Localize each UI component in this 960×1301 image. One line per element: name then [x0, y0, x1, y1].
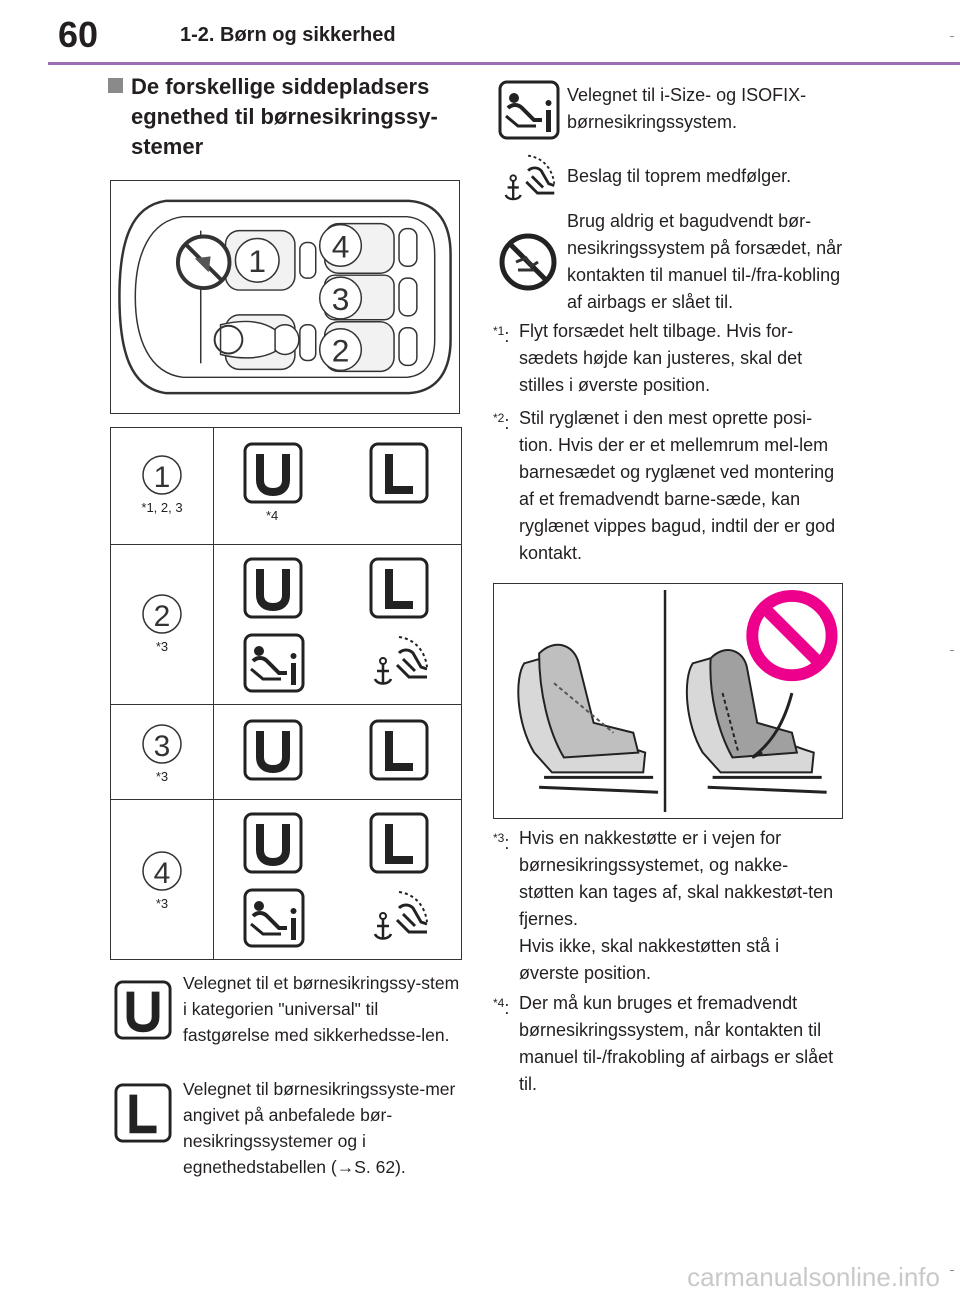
seat-1-label: 1: [248, 243, 267, 280]
car-outline-icon: [111, 181, 459, 413]
seat-number-cell: [111, 452, 213, 515]
suitability-table: [110, 427, 462, 960]
seat-number-badge: [142, 591, 182, 637]
seat-number-cell: [111, 721, 213, 784]
universal-category-icon: [243, 812, 303, 879]
edge-tick: [950, 1270, 954, 1271]
prohibition-icon: [752, 596, 831, 675]
correct-seat-icon: [518, 645, 658, 792]
seat-note: *3: [155, 896, 169, 911]
seat-4-label: 4: [331, 228, 350, 265]
specific-vehicle-category-icon: [369, 812, 429, 879]
universal-category-icon: [243, 557, 303, 624]
svg-text:3: 3: [153, 730, 171, 763]
u-note: *4: [266, 508, 279, 523]
footnote-1: $^{*1}$: Flyt forsædet helt tilbage. Hvis for-sædets højde kan justeres, skal det stilles i øverste position.: [493, 321, 803, 395]
footnote-4: $^{*4}$: Der må kun bruges et fremadvendt børnesikringssystem, når kontakten til manuel til-/frakobling af airbags er slået til.: [493, 993, 834, 1094]
universal-category-icon: [243, 719, 303, 786]
edge-tick: [950, 650, 954, 651]
seat-note: *3: [155, 769, 169, 784]
top-tether-anchor-icon: [498, 152, 562, 213]
specific-vehicle-category-icon: [369, 557, 429, 624]
specific-legend-text: Velegnet til børnesikringssyste-mer angivet på anbefalede bør-nesikringssystemer og i egnethedstabellen (→S. 62).: [183, 1079, 456, 1177]
table-row: [111, 705, 461, 800]
svg-text:4: 4: [153, 857, 171, 890]
svg-text:1: 1: [153, 461, 171, 494]
seat-note: *3: [155, 639, 169, 654]
specific-vehicle-category-icon: [369, 719, 429, 786]
table-row: [111, 545, 461, 705]
svg-text:2: 2: [153, 600, 171, 633]
isize-legend-text: Velegnet til i-Size- og ISOFIX-børnesikringssystem.: [567, 85, 807, 132]
seat-number-cell: [111, 591, 213, 654]
top-tether-anchor-icon: [369, 888, 433, 953]
page-number: 60: [58, 14, 99, 55]
seat-number-cell: [111, 848, 213, 911]
specific-vehicle-category-icon: [369, 442, 429, 509]
header-rule: [48, 62, 960, 65]
child-seat-illustration: [493, 583, 843, 819]
universal-category-icon: [243, 442, 303, 509]
i-size-isofix-icon: [243, 888, 305, 953]
i-size-isofix-icon: [498, 80, 560, 145]
anchor-legend-text: Beslag til toprem medfølger.: [567, 166, 792, 186]
universal-category-icon: [114, 978, 172, 1047]
footnote-2: $^{*2}$: Stil ryglænet i den mest oprette posi-tion. Hvis der er et mellemrum mel-lem barnesædet og ryglænet ved montering af et fremadvendt barne-sæde, kan ryglænet vippes bagud, indtil der er god kontakt.: [493, 408, 836, 563]
i-size-isofix-icon: [243, 633, 305, 698]
top-tether-anchor-icon: [369, 633, 433, 698]
car-seating-diagram: [110, 180, 460, 414]
table-row: [111, 800, 461, 959]
footnote-3: $^{*3}$: Hvis en nakkestøtte er i vejen for børnesikringssystemet, og nakke-støtten kan tages af, skal nakkestøt-ten fjernes. Hvis ikke, skal nakkestøtten stå i øverste position.: [493, 828, 834, 983]
seat-2-label: 2: [331, 332, 350, 369]
bullet-square: [108, 78, 123, 93]
running-head: 1-2. Børn og sikkerhed: [180, 24, 396, 46]
table-row: [111, 428, 461, 545]
edge-tick: [950, 36, 954, 37]
section-heading: De forskellige siddepladsers egnethed til børnesikringssy-stemer: [131, 74, 438, 159]
specific-vehicle-category-icon: [114, 1082, 172, 1149]
watermark: carmanualsonline.info: [687, 1262, 940, 1292]
seat-number-badge: [142, 452, 182, 498]
seat-3-label: 3: [331, 280, 350, 317]
seat-note: *1, 2, 3: [141, 500, 183, 515]
no-rear-facing-icon: [498, 232, 558, 297]
universal-legend-text: Velegnet til et børnesikringssy-stem i kategorien "universal" til fastgørelse med sikkerhedsse-len.: [183, 973, 460, 1045]
seat-number-badge: [142, 848, 182, 894]
seat-number-badge: [142, 721, 182, 767]
no-rear-legend-text: Brug aldrig et bagudvendt bør-nesikringssystem på forsædet, når kontakten til manuel til-/fra-kobling af airbags er slået til.: [567, 211, 843, 312]
